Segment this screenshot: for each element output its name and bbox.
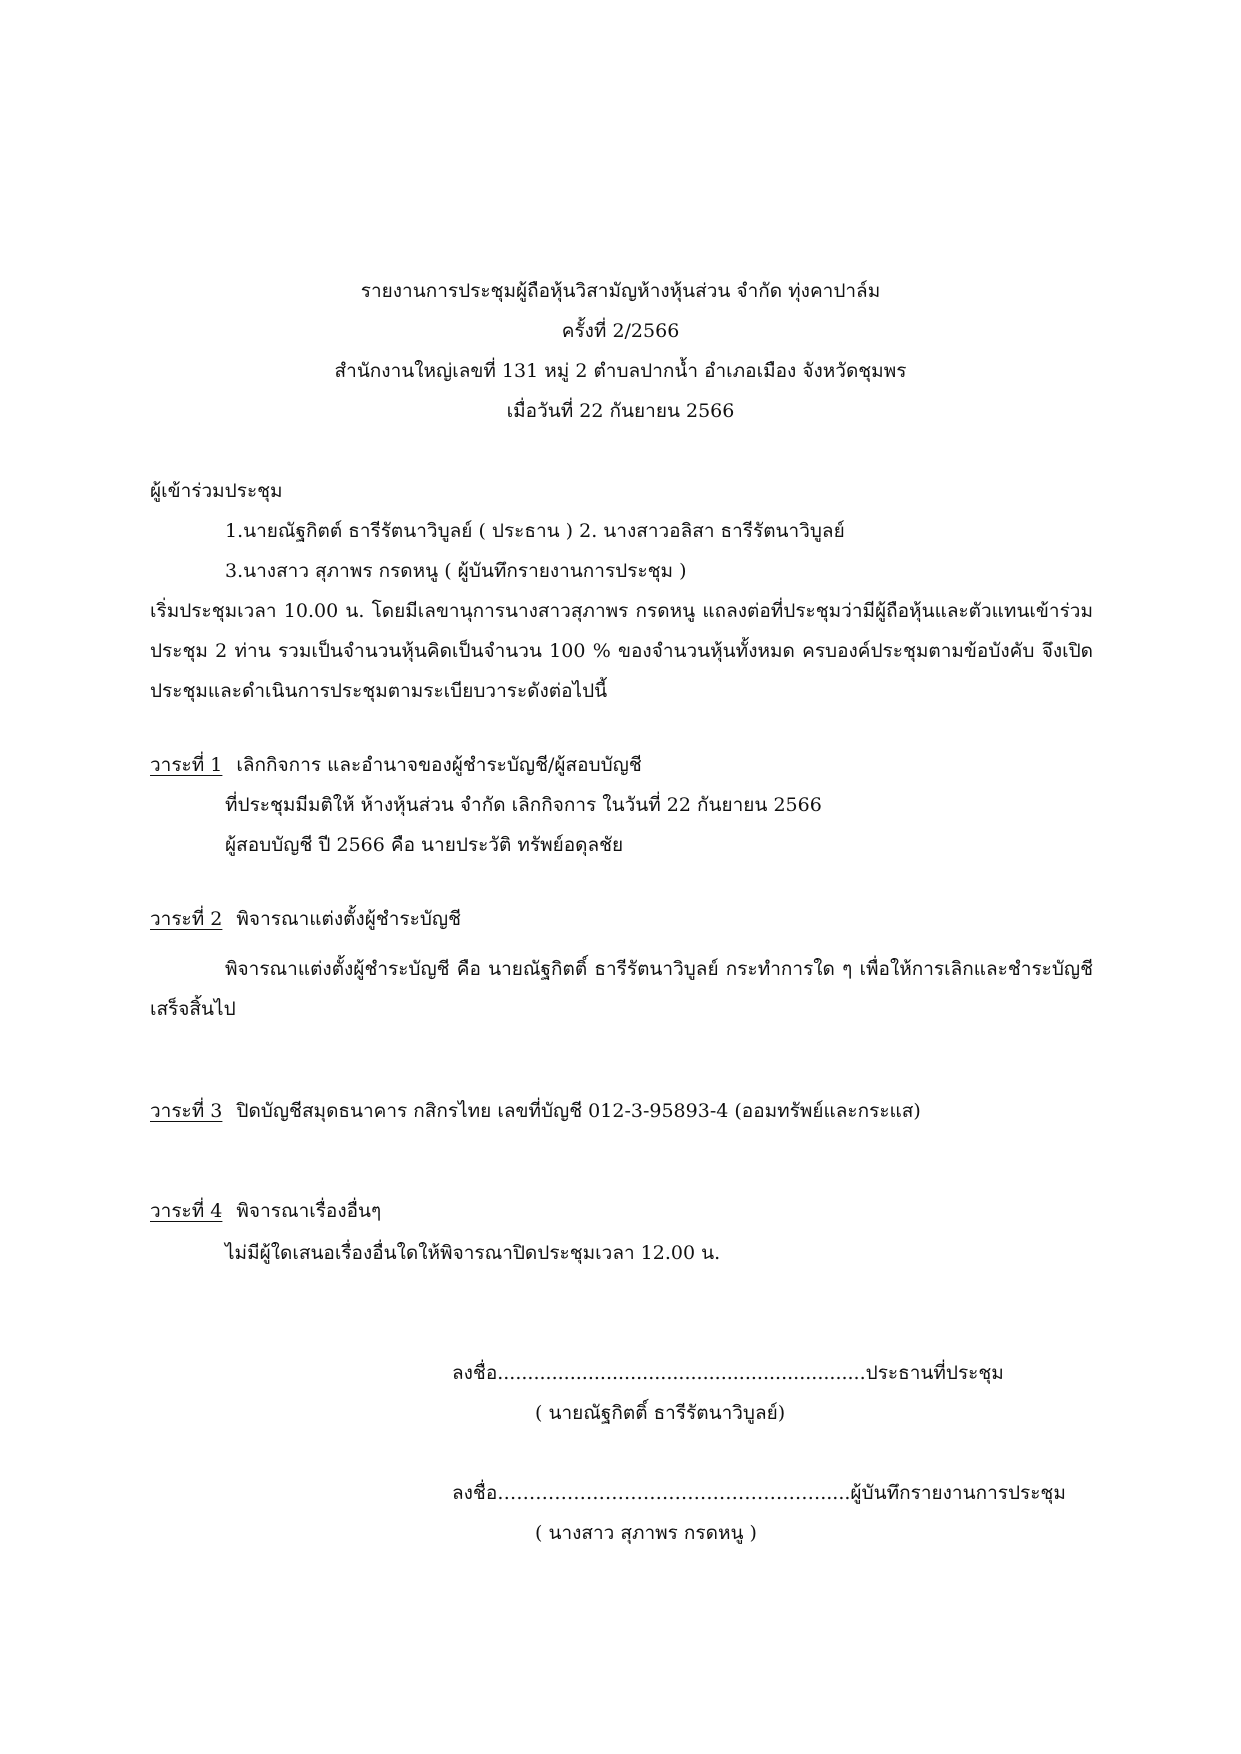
office-address: สำนักงานใหญ่เลขที่ 131 หมู่ 2 ตำบลปากน้ำ อำเภอเมือง จังหวัดชุมพร (334, 360, 907, 382)
agenda-item-4 (150, 1198, 381, 1224)
signature-line-recorder: ลงชื่อ…………………………………………….....ผู้บันทึกรายงานการประชุม (452, 1482, 1066, 1504)
agenda-title: พิจารณาแต่งตั้งผู้ชำระบัญชี (236, 908, 461, 930)
signature-name-recorder: ( นางสาว สุภาพร กรดหนู ) (535, 1522, 757, 1544)
meeting-number: ครั้งที่ 2/2566 (561, 320, 680, 342)
agenda-title: ปิดบัญชีสมุดธนาคาร กสิกรไทย เลขที่บัญชี 012-3-95893-4 (ออมทรัพย์และกระแส) (236, 1100, 921, 1122)
agenda-1-detail-1: ที่ประชุมมีมติให้ ห้างหุ้นส่วน จำกัด เลิกกิจการ ในวันที่ 22 กันยายน 2566 (225, 794, 822, 816)
agenda-label: วาระที่ 4 (150, 1200, 223, 1222)
agenda-label: วาระที่ 1 (150, 754, 223, 776)
agenda-title: เลิกกิจการ และอำนาจของผู้ชำระบัญชี/ผู้สอบบัญชี (236, 754, 642, 776)
agenda-4-detail-1: ไม่มีผู้ใดเสนอเรื่องอื่นใดให้พิจารณาปิดประชุมเวลา 12.00 น. (225, 1242, 721, 1264)
agenda-title: พิจารณาเรื่องอื่นๆ (236, 1200, 382, 1222)
agenda-2-detail-1: พิจารณาแต่งตั้งผู้ชำระบัญชี คือ นายณัฐกิตติ์ ธารีรัตนาวิบูลย์ กระทำการใด ๆ เพื่อให้การเลิกและชำระบัญชี (225, 958, 1093, 980)
opening-line-3: ประชุมและดำเนินการประชุมตามระเบียบวาระดังต่อไปนี้ (150, 680, 608, 702)
agenda-item-2 (150, 906, 461, 932)
opening-line-2: ประชุม 2 ท่าน รวมเป็นจำนวนหุ้นคิดเป็นจำนวน 100 % ของจำนวนหุ้นทั้งหมด ครบองค์ประชุมตามข้อบังคับ จึงเปิด (150, 640, 1093, 662)
agenda-2-detail-2: เสร็จสิ้นไป (150, 998, 236, 1020)
attendees-line-2: 3.นางสาว สุภาพร กรดหนู ( ผู้บันทึกรายงานการประชุม ) (225, 560, 687, 582)
meeting-date: เมื่อวันที่ 22 กันยายน 2566 (506, 400, 735, 422)
agenda-label: วาระที่ 3 (150, 1100, 223, 1122)
agenda-1-detail-2: ผู้สอบบัญชี ปี 2566 คือ นายประวัติ ทรัพย์อดุลชัย (225, 834, 624, 856)
agenda-item-1 (150, 752, 642, 778)
agenda-label: วาระที่ 2 (150, 908, 223, 930)
signature-name-chairman: ( นายณัฐกิตติ์ ธารีรัตนาวิบูลย์) (535, 1402, 786, 1424)
signature-line-chairman: ลงชื่อ.............................................................ประธานที่ประชุม (452, 1362, 1004, 1384)
attendees-heading: ผู้เข้าร่วมประชุม (150, 480, 283, 502)
agenda-item-3 (150, 1098, 921, 1124)
opening-line-1: เริ่มประชุมเวลา 10.00 น. โดยมีเลขานุการนางสาวสุภาพร กรดหนู แถลงต่อที่ประชุมว่ามีผู้ถือหุ้นและตัวแทนเข้าร่วม (150, 600, 1093, 622)
attendees-line-1: 1.นายณัฐกิตต์ ธารีรัตนาวิบูลย์ ( ประธาน ) 2. นางสาวอลิสา ธารีรัตนาวิบูลย์ (225, 520, 845, 542)
report-title: รายงานการประชุมผู้ถือหุ้นวิสามัญห้างหุ้นส่วน จำกัด ทุ่งคาปาล์ม (360, 280, 881, 302)
